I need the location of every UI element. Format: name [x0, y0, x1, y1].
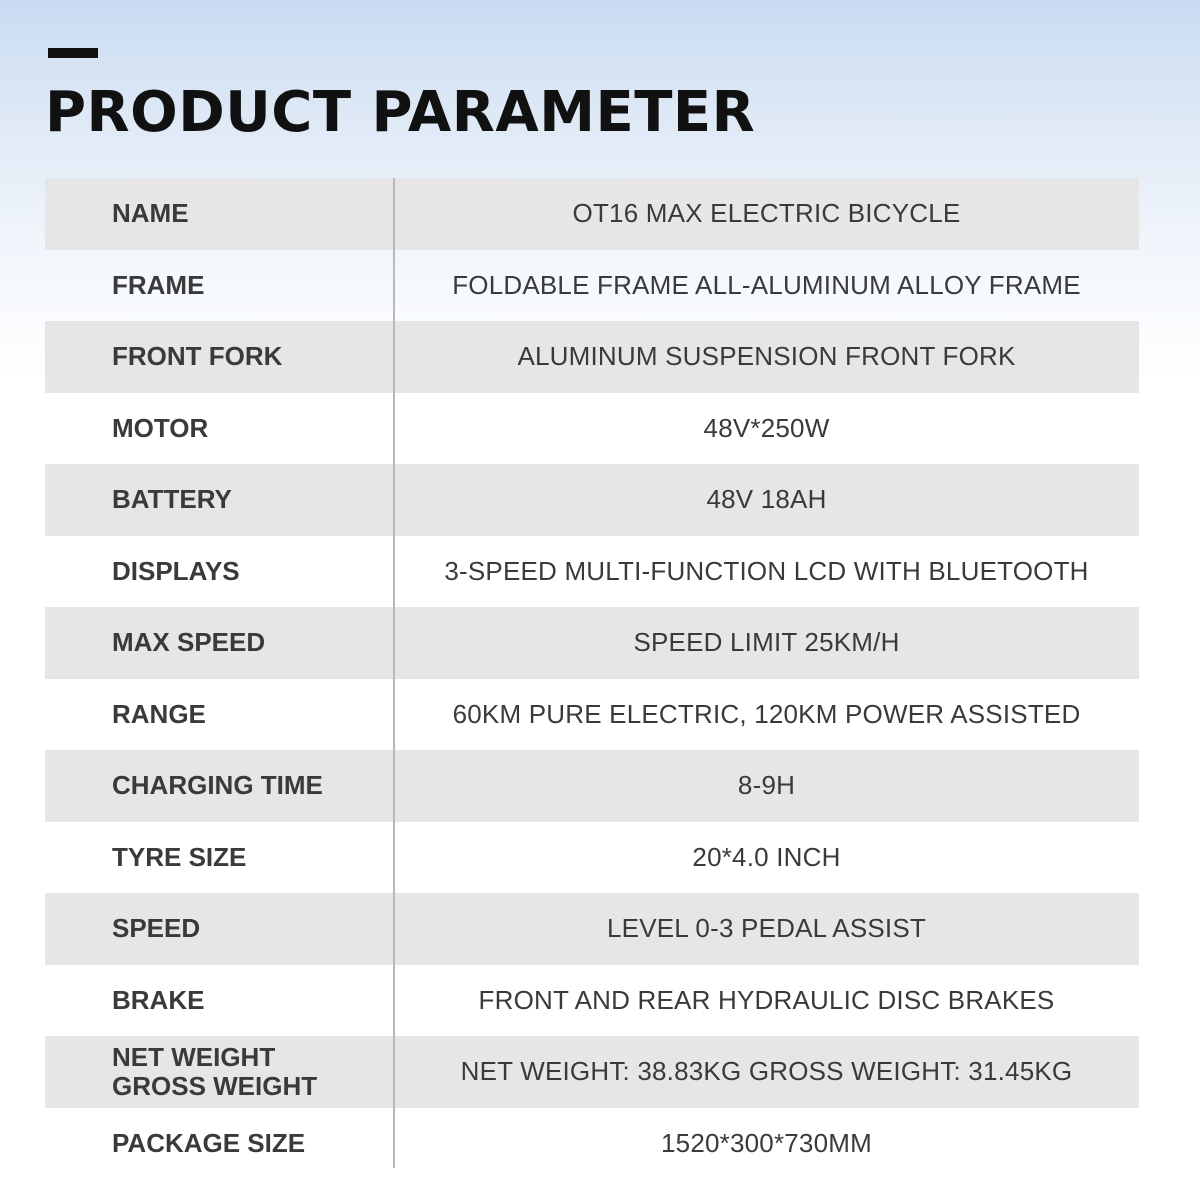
spec-row-charging-time [45, 750, 1139, 822]
spec-row-speed [45, 893, 1139, 965]
spec-value: 8-9H [737, 770, 796, 801]
spec-value: FRONT AND REAR HYDRAULIC DISC BRAKES [478, 984, 1055, 1015]
spec-value: 60KM PURE ELECTRIC, 120KM POWER ASSISTED [452, 698, 1081, 729]
spec-row-tyre-size [45, 822, 1139, 894]
spec-row-package-size [45, 1108, 1139, 1180]
spec-row-motor [45, 393, 1139, 465]
spec-row-range [45, 679, 1139, 751]
spec-label: MAX SPEED [112, 627, 266, 658]
title-accent-bar [48, 48, 98, 58]
spec-value: 20*4.0 INCH [692, 841, 841, 872]
spec-value: OT16 MAX ELECTRIC BICYCLE [572, 198, 961, 229]
spec-label: FRAME [112, 269, 205, 300]
spec-row-frame [45, 250, 1139, 322]
spec-row-brake [45, 965, 1139, 1037]
spec-label: TYRE SIZE [112, 841, 247, 872]
spec-value: ALUMINUM SUSPENSION FRONT FORK [517, 341, 1016, 372]
spec-label: RANGE [112, 698, 206, 729]
spec-label: SPEED [112, 913, 201, 944]
spec-label: BATTERY [112, 484, 232, 515]
spec-table [45, 178, 1139, 1179]
spec-label-line: NET WEIGHT [112, 1041, 276, 1072]
spec-value: NET WEIGHT: 38.83KG GROSS WEIGHT: 31.45KG [460, 1056, 1073, 1087]
spec-label-line: GROSS WEIGHT [112, 1070, 318, 1101]
spec-label: FRONT FORK [112, 341, 283, 372]
spec-value: 3-SPEED MULTI-FUNCTION LCD WITH BLUETOOTH [444, 555, 1089, 586]
spec-row-max-speed [45, 607, 1139, 679]
spec-value: 48V*250W [703, 412, 830, 443]
column-divider [393, 178, 395, 1168]
spec-value: SPEED LIMIT 25KM/H [633, 627, 900, 658]
spec-label: MOTOR [112, 412, 209, 443]
spec-row-name [45, 178, 1139, 250]
spec-row-battery [45, 464, 1139, 536]
spec-row-displays [45, 536, 1139, 608]
spec-value: FOLDABLE FRAME ALL-ALUMINUM ALLOY FRAME [452, 269, 1081, 300]
spec-value: LEVEL 0-3 PEDAL ASSIST [607, 913, 926, 944]
spec-value: 1520*300*730MM [661, 1127, 872, 1158]
spec-label: DISPLAYS [112, 555, 240, 586]
spec-value: 48V 18AH [706, 484, 827, 515]
spec-label: BRAKE [112, 984, 205, 1015]
spec-row-front-fork [45, 321, 1139, 393]
spec-label: CHARGING TIME [112, 770, 323, 801]
spec-label: NAME [112, 198, 189, 229]
spec-label [45, 1043, 394, 1101]
spec-label: PACKAGE SIZE [112, 1127, 306, 1158]
page-title: PRODUCT PARAMETER [45, 80, 756, 145]
spec-row-weight [45, 1036, 1139, 1108]
